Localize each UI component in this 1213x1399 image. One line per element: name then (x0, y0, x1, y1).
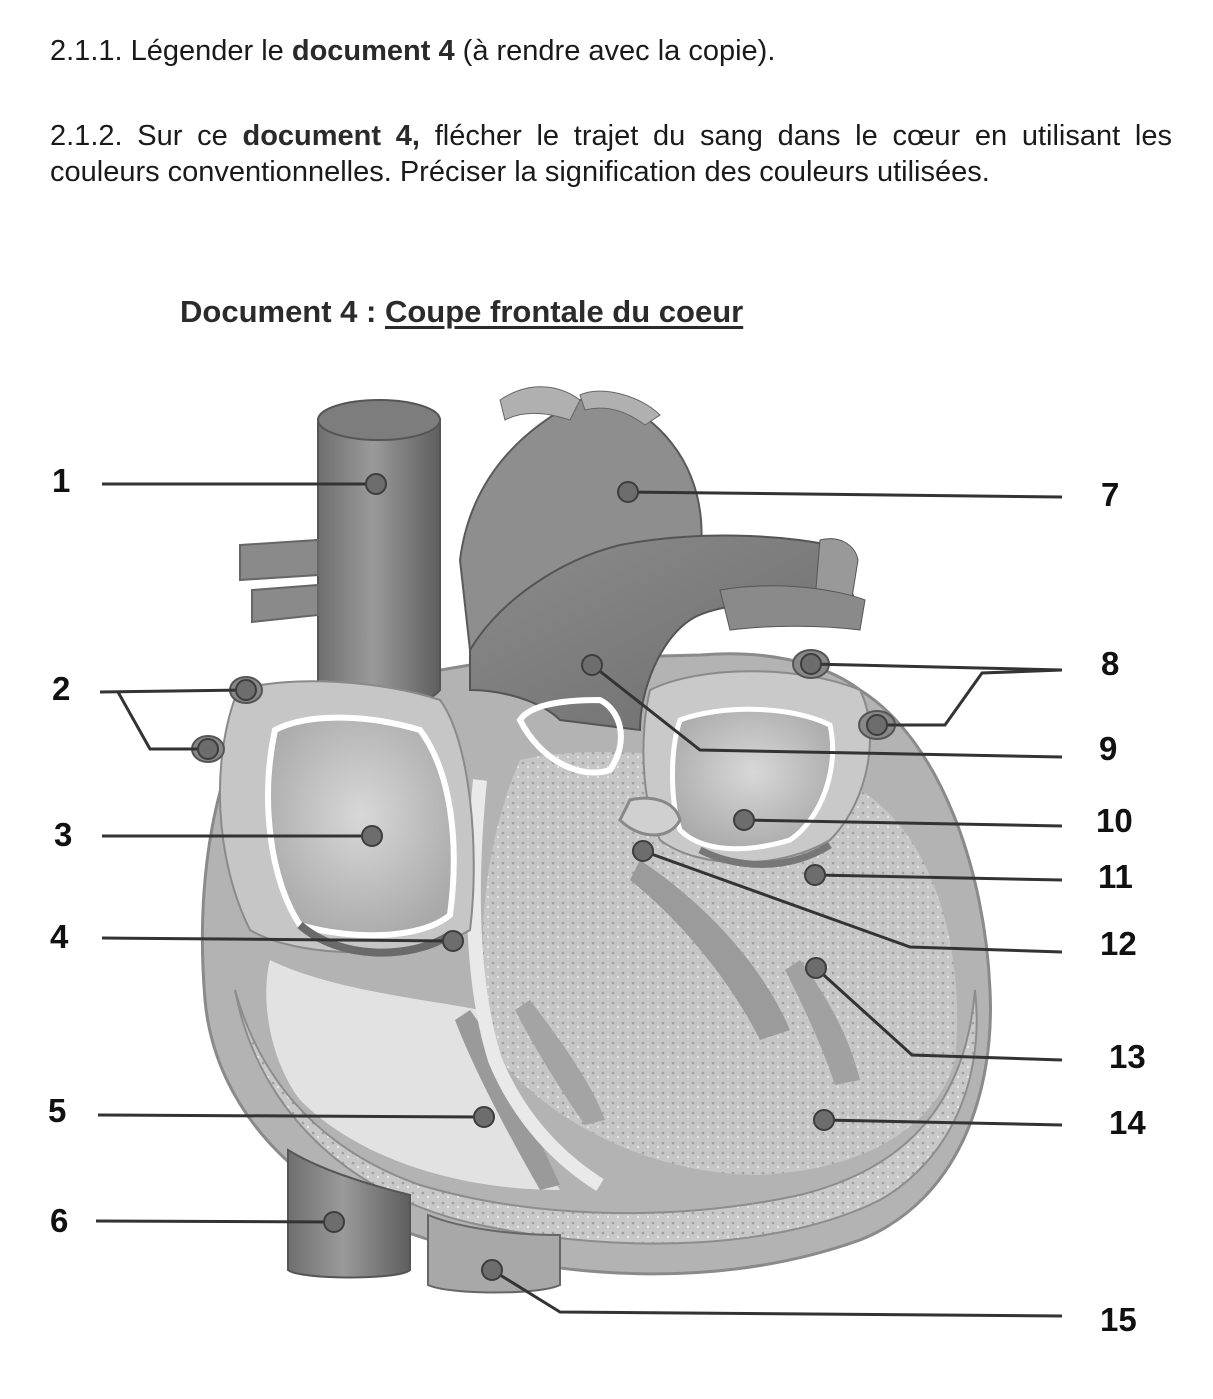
label-7: 7 (1101, 476, 1120, 513)
document-reference: document 4, (242, 120, 420, 152)
pulmonary-vessels-right (240, 540, 318, 622)
label-2: 2 (52, 670, 71, 707)
document-title-underlined: Coupe frontale du coeur (384, 294, 744, 329)
superior-vena-cava (318, 400, 440, 707)
label-1: 1 (52, 462, 71, 499)
document-reference: document 4 (291, 35, 455, 67)
label-12: 12 (1100, 925, 1137, 962)
question-text: flécher le trajet du sang dans le cœur en utilisant les couleurs conventionnelles. Préciser la signification des couleurs utilisées. (50, 120, 1172, 188)
label-6: 6 (50, 1202, 69, 1239)
label-9: 9 (1099, 730, 1118, 767)
label-3: 3 (54, 816, 73, 853)
label-4: 4 (50, 918, 69, 955)
label-10: 10 (1096, 802, 1133, 839)
question-text: 2.1.1. Légender le (50, 35, 292, 67)
label-11: 11 (1098, 858, 1133, 895)
document-title-prefix: Document 4 : (180, 294, 385, 329)
label-8: 8 (1101, 645, 1120, 682)
label-5: 5 (48, 1092, 67, 1129)
label-14: 14 (1109, 1104, 1146, 1141)
label-15: 15 (1100, 1301, 1137, 1338)
label-13: 13 (1109, 1038, 1146, 1075)
right-atrium (220, 681, 474, 952)
question-text: (à rendre avec la copie). (454, 35, 776, 67)
question-text: 2.1.2. Sur ce (50, 120, 243, 152)
